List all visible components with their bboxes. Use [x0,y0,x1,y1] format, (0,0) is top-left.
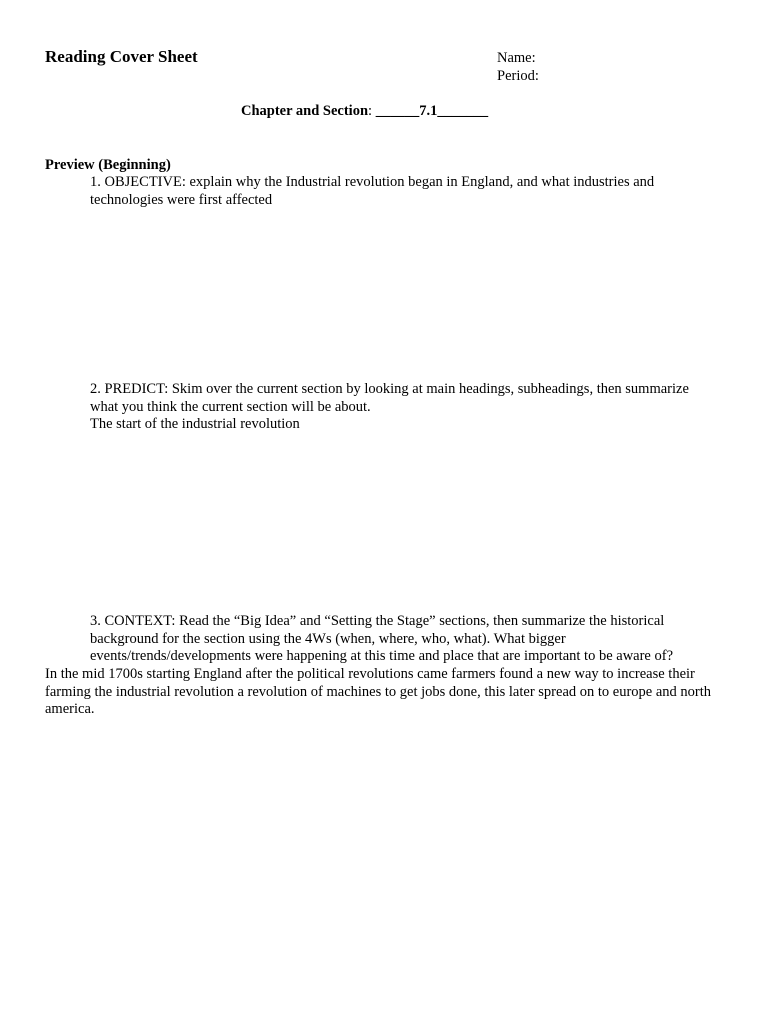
context-answer: In the mid 1700s starting England after the political revolutions came farmers found a new way to increase their farming the industrial revolution a revolution of machines to get jobs done, this later spread on to europe and north america. [45,666,712,717]
predict-answer: The start of the industrial revolution [90,416,300,432]
period-label: Period: [497,68,539,84]
context-prompt-rest: background for the section using the 4Ws (when, where, who, what). What bigger events/trends/developments were happening at this time and place that are important to be aware of? [90,630,674,664]
preview-heading: Preview (Beginning) [45,157,171,173]
predict-item [90,381,730,434]
chapter-section-line [241,103,488,120]
chapter-section-separator: : [368,103,376,119]
student-info-block [497,49,539,85]
predict-prompt-line1: 2. PREDICT: Skim over the current section by looking at main headings, subheadings, then summarize [90,381,689,397]
chapter-section-label: Chapter and Section [241,103,369,119]
document-title: Reading Cover Sheet [45,47,198,66]
objective-item [90,174,730,209]
chapter-section-value: ______7.1_______ [375,103,489,119]
name-label: Name: [497,50,536,66]
objective-prompt-rest: technologies were first affected [90,191,273,208]
context-item [90,613,730,666]
objective-prompt-line1: 1. OBJECTIVE: explain why the Industrial revolution began in England, and what industries and [90,174,655,190]
predict-prompt-rest: what you think the current section will be about. [90,398,371,415]
context-prompt-line1: 3. CONTEXT: Read the “Big Idea” and “Setting the Stage” sections, then summarize the historical [90,613,665,629]
